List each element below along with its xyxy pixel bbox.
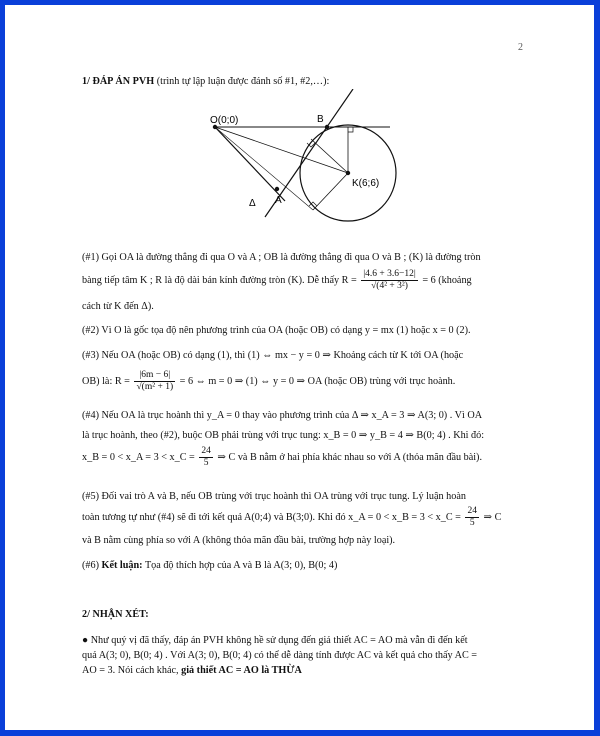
para3-text-a: OB) là: R = [82, 375, 130, 387]
para1-line2 [82, 269, 472, 292]
para5-line1: (#5) Đối vai trò A và B, nếu OB trùng với trục hoành thì OA trùng với trục tung. Lý luận hoàn [82, 491, 466, 502]
para3-line2 [82, 370, 455, 393]
conclusion-label: Kết luận: [101, 560, 143, 571]
para3-line1: (#3) Nếu OA (hoặc OB) có dạng (1), thì (1) ⇔ mx − y = 0 ⇒ Khoảng cách từ K tới OA (hoặc [82, 350, 464, 361]
label-k: K(6;6) [352, 178, 380, 189]
fraction-xc-1 [199, 446, 213, 469]
radius-3 [313, 173, 348, 210]
fraction-xc-2-den: 5 [469, 518, 475, 528]
label-b: B [317, 114, 324, 125]
fraction-xc-2 [465, 506, 479, 529]
para1-text-a: bàng tiếp tâm K ; R là độ dài bán kính đường tròn (K). Dễ thấy R = [82, 274, 357, 286]
para5-text-a: toàn tương tự như (#4) sẽ đi tới kết quả A(0;4) và B(3;0). Khi đó x_A = 0 < x_B = 3 < x_C = [82, 511, 461, 523]
para7-emphasis: giả thiết AC = AO là THỪA [181, 665, 302, 676]
point-a [275, 187, 279, 191]
para1-text-b: = 6 (khoảng [422, 274, 472, 286]
label-delta: Δ [249, 198, 256, 209]
para7-line3 [82, 665, 302, 677]
radius-2 [311, 139, 348, 173]
fraction-m [134, 370, 175, 393]
para6-text: Tọa độ thích hợp của A và B là A(3; 0), B(0; 4) [142, 560, 338, 571]
para2: (#2) Vì O là gốc tọa độ nên phương trình của OA (hoặc OB) có dạng y = mx (1) hoặc x = 0 (2). [82, 325, 471, 336]
line-ok [215, 127, 348, 173]
fraction-r-num: |4.6 + 3.6−12| [363, 269, 416, 279]
fraction-m-num: |6m − 6| [134, 370, 175, 382]
document-page [5, 5, 594, 730]
label-o: O(0;0) [210, 115, 239, 126]
para3-text-b: = 6 ⇔ m = 0 ⇒ (1) ⇔ y = 0 ⇒ OA (hoặc OB) trùng với trục hoành. [179, 375, 456, 387]
para1-line1: (#1) Gọi OA là đường thẳng đi qua O và A ; OB là đường thẳng đi qua O và B ; (K) là đường tròn [82, 252, 481, 263]
point-b [325, 125, 329, 129]
para7-text-a: AO = 3. Nói cách khác, [82, 665, 182, 676]
para5-text-b: ⇒ C [483, 511, 502, 523]
line-oa [215, 127, 285, 201]
heading-subtitle: (trình tự lập luận được đánh số #1, #2,…): [154, 76, 330, 87]
heading-title: 1/ ĐÁP ÁN PVH [82, 76, 155, 87]
para7-line1: ● Như quý vị đã thấy, đáp án PVH không hề sử dụng đến giả thiết AC = AO mà vẫn đi đến kết [82, 635, 468, 646]
para4-text-b: ⇒ C và B nằm ở hai phía khác nhau so với A (thỏa mãn đầu bài). [217, 451, 482, 463]
para5-line2 [82, 506, 501, 529]
para5-line3: và B nằm cùng phía so với A (không thỏa mãn đầu bài, trường hợp này loại). [82, 535, 396, 546]
section-heading-2: 2/ NHẬN XÉT: [82, 609, 149, 620]
section-heading-1 [82, 76, 329, 88]
para4-line2: là trục hoành, theo (#2), buộc OB phải trùng với trục tung: x_B = 0 ⇒ y_B = 4 ⇒ B(0; 4) . Khi đó: [82, 430, 485, 441]
right-angle-1 [348, 127, 353, 132]
para1-line3: cách từ K đến Δ). [82, 301, 154, 312]
fraction-r-den: √(4² + 3²) [371, 281, 408, 291]
label-a: A [275, 195, 282, 206]
geometry-figure [205, 89, 405, 244]
para6 [82, 560, 337, 572]
fraction-xc-2-num: 24 [467, 506, 477, 516]
para7-line2: quả A(3; 0), B(0; 4) . Với A(3; 0), B(0; 4) có thể dễ dàng tính được AC và kết quả cho thấy AC = [82, 650, 478, 661]
fraction-m-den: √(m² + 1) [136, 382, 174, 392]
page-number: 2 [518, 42, 523, 53]
para4-line3 [82, 446, 482, 469]
para6-prefix: (#6) [82, 560, 102, 571]
fraction-xc-1-den: 5 [203, 458, 209, 468]
para4-line1: (#4) Nếu OA là trục hoành thì y_A = 0 thay vào phương trình của Δ ⇒ x_A = 3 ⇒ A(3; 0) . Vì OA [82, 410, 483, 421]
fraction-r [361, 269, 418, 292]
fraction-xc-1-num: 24 [201, 446, 211, 456]
point-k [346, 171, 350, 175]
para4-text-a: x_B = 0 < x_A = 3 < x_C = [82, 451, 195, 463]
